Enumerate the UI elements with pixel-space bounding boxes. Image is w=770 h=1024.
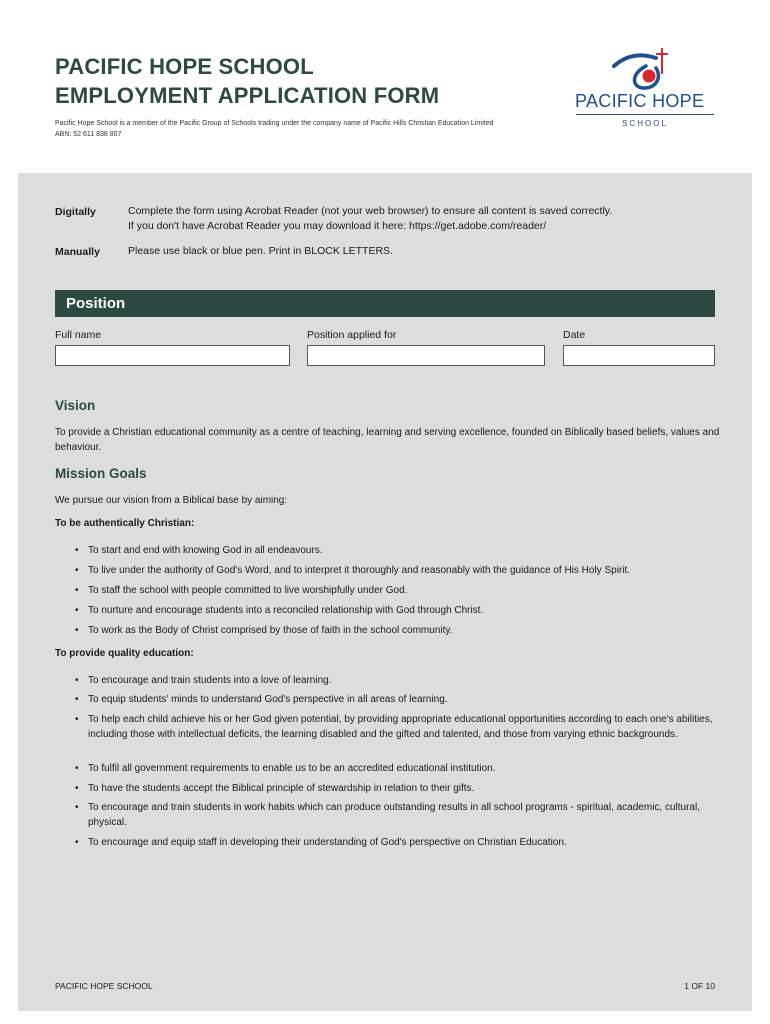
logo-divider (576, 114, 714, 115)
bullet-icon: • (75, 625, 79, 636)
date-label: Date (563, 329, 586, 341)
footer-page-number: 1 OF 10 (684, 981, 715, 991)
school-logo (570, 44, 720, 134)
instruction-text-manually (128, 244, 393, 259)
vision-heading: Vision (55, 398, 96, 413)
bullet-icon: • (75, 545, 79, 556)
bullet-icon: • (75, 802, 79, 813)
bullet-icon: • (75, 605, 79, 616)
membership-text: Pacific Hope School is a member of the Pacific Group of Schools trading under the company name of Pacific Hills Christian Education Limited (55, 120, 494, 127)
page-title (55, 52, 439, 110)
position-heading: Position (66, 295, 126, 312)
instruction-text-digitally (128, 204, 612, 234)
position-applied-input[interactable] (307, 345, 545, 366)
membership-note (55, 118, 494, 140)
instruction-line: If you don't have Acrobat Reader you may download it here: https://get.adobe.com/reader/ (128, 220, 547, 232)
footer-school-name: PACIFIC HOPE SCHOOL (55, 981, 153, 991)
logo-name: PACIFIC HOPE (575, 91, 705, 111)
position-section-header (55, 290, 715, 317)
full-name-input[interactable] (55, 345, 290, 366)
mission-intro: We pursue our vision from a Biblical base by aiming: (55, 495, 288, 506)
bullet-icon: • (75, 585, 79, 596)
mission-heading: Mission Goals (55, 466, 147, 481)
bullet-icon: • (75, 837, 79, 848)
mission-group-title: To be authentically Christian: (55, 518, 195, 529)
date-input[interactable] (563, 345, 715, 366)
abn-text: ABN: 52 611 838 807 (55, 131, 122, 138)
bullet-icon: • (75, 694, 79, 705)
logo-subtitle: SCHOOL (622, 119, 668, 128)
instruction-label-digitally: Digitally (55, 206, 96, 218)
logo-emblem-icon (570, 44, 720, 94)
bullet-icon: • (75, 763, 79, 774)
instruction-line: Please use black or blue pen. Print in BLOCK LETTERS. (128, 245, 393, 257)
bullet-icon: • (75, 675, 79, 686)
full-name-label: Full name (55, 329, 102, 341)
position-applied-label: Position applied for (307, 329, 397, 341)
instruction-label-manually: Manually (55, 246, 100, 258)
title-line-1: PACIFIC HOPE SCHOOL (55, 54, 314, 79)
mission-group-title: To provide quality education: (55, 648, 194, 659)
bullet-icon: • (75, 565, 79, 576)
instruction-line: Complete the form using Acrobat Reader (not your web browser) to ensure all content is saved correctly. (128, 205, 613, 217)
bullet-icon: • (75, 783, 79, 794)
vision-text: To provide a Christian educational community as a centre of teaching, learning and serving excellence, founded on Biblically based beliefs, values and behaviour. (55, 427, 720, 453)
bullet-icon: • (75, 714, 79, 725)
title-line-2: EMPLOYMENT APPLICATION FORM (55, 83, 440, 108)
